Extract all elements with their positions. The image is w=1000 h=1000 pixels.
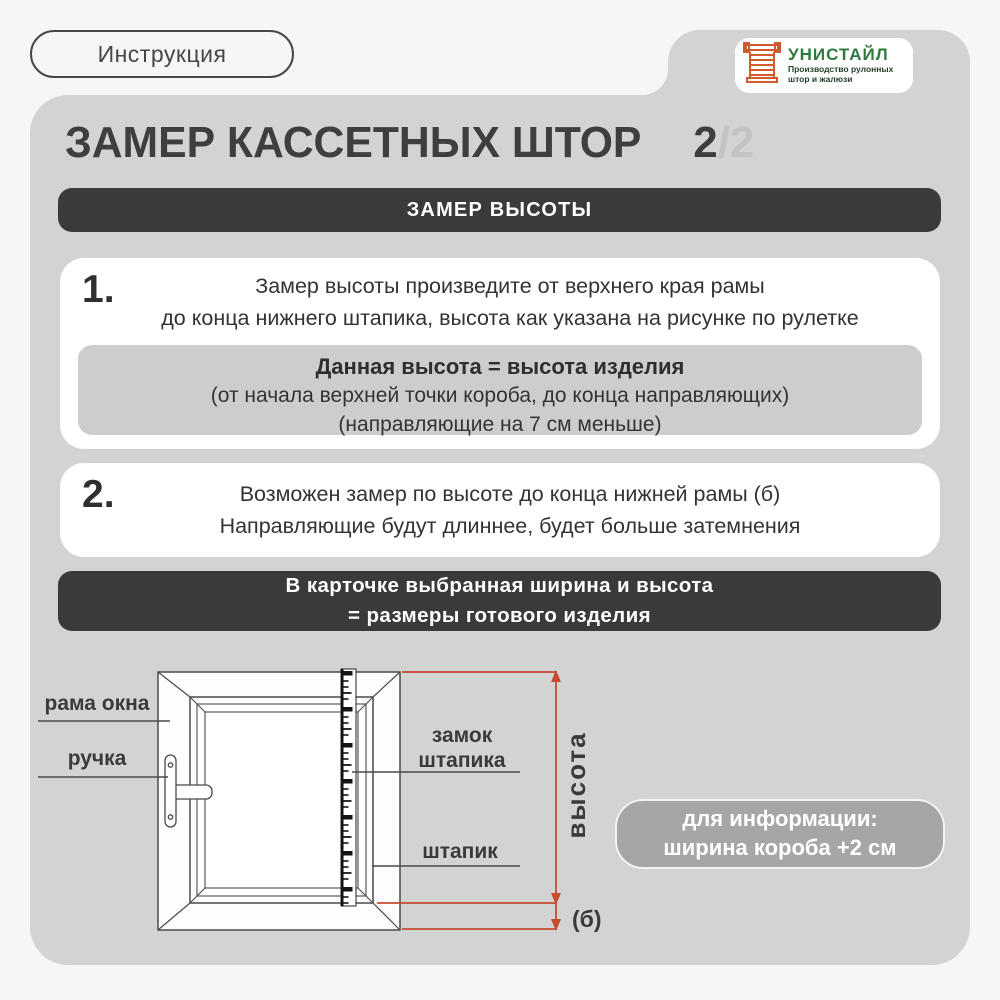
handle-label: ручка [67, 747, 127, 770]
dimension-lines [377, 672, 557, 929]
section-banner-label: ЗАМЕР ВЫСОТЫ [406, 198, 593, 221]
card-note-line-2: = размеры готового изделия [348, 604, 651, 627]
instruction-badge [30, 30, 294, 78]
page-number-current: 2 [693, 118, 718, 167]
logo [735, 38, 913, 93]
step-2-text [100, 478, 920, 543]
info-box-line-1: для информации: [682, 806, 878, 832]
step-2-card [60, 463, 940, 557]
measuring-tape [341, 669, 356, 906]
note-bold-line: Данная высота = высота изделия [315, 354, 685, 379]
step-1-card [60, 258, 940, 449]
header [65, 118, 945, 168]
logo-subtitle-line2: штор и жалюзи [788, 74, 853, 85]
step-2-number: 2. [82, 473, 115, 516]
step-2-line-2: Направляющие будут длиннее, будет больше затемнения [219, 514, 801, 539]
logo-subtitle-line1: Производство рулонных [788, 64, 894, 75]
step-1-number: 1. [82, 268, 115, 311]
section-banner-height [58, 188, 941, 232]
page-number-total: /2 [717, 118, 755, 167]
b-mark-label: (б) [572, 906, 602, 932]
info-box-line-2: ширина короба +2 см [663, 835, 897, 860]
step-2-line-1: Возможен замер по высоте до конца нижней рамы (б) [239, 482, 781, 506]
height-dimension-label: высота [561, 731, 591, 839]
step-1-note-box [78, 345, 922, 435]
card-note-line-1: В карточке выбранная ширина и высота [285, 574, 714, 598]
logo-name: УНИСТАЙЛ [788, 45, 889, 65]
card-note-banner [58, 571, 941, 631]
page-number [693, 118, 754, 168]
roller-blind-icon [743, 42, 781, 89]
note-line-2: (от начала верхней точки короба, до конца направляющих) [210, 384, 790, 408]
info-box [615, 799, 945, 869]
bead-label: штапик [422, 840, 498, 863]
note-line-3: (направляющие на 7 см меньше) [338, 413, 662, 437]
step-1-line-2: до конца нижнего штапика, высота как указана на рисунке по рулетке [161, 306, 859, 331]
bead-lock-label-line1: замок [431, 724, 493, 747]
step-1-line-1: Замер высоты произведите от верхнего края рамы [255, 274, 765, 298]
frame-label: рама окна [44, 692, 150, 715]
page-title: ЗАМЕР КАССЕТНЫХ ШТОР [65, 118, 642, 167]
step-1-text [100, 270, 920, 335]
bead-lock-label-line2: штапика [418, 749, 506, 772]
instruction-badge-label: Инструкция [97, 40, 227, 67]
